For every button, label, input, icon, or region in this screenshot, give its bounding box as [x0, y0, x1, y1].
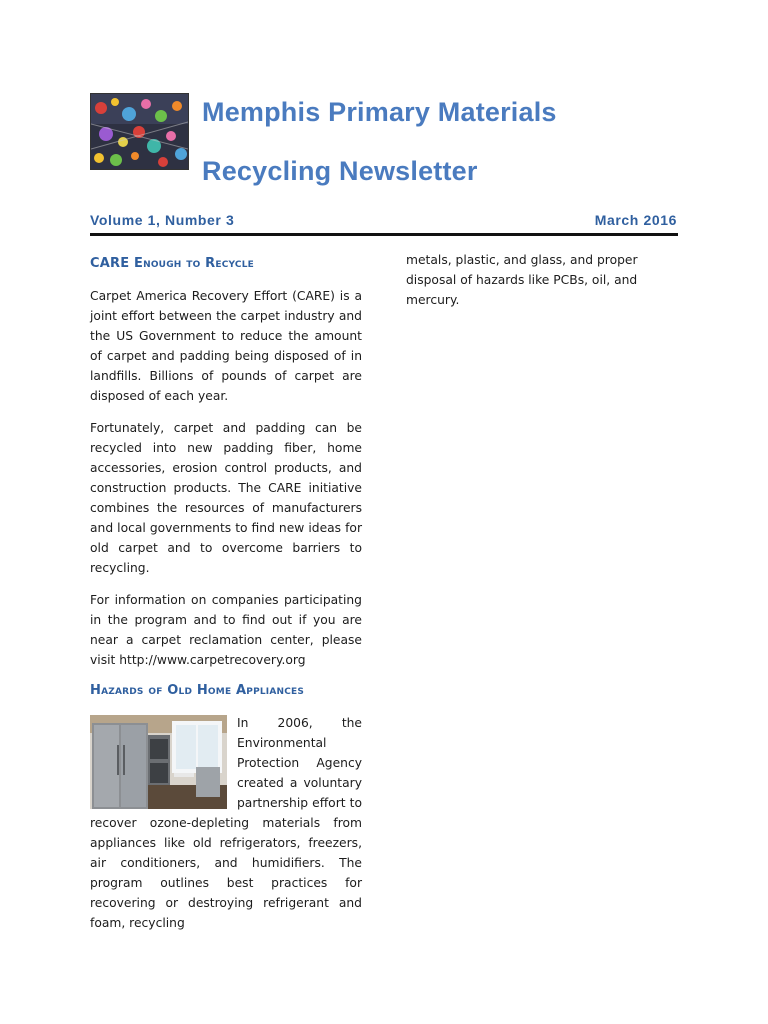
article-paragraph: Carpet America Recovery Effort (CARE) is a joint effort between the carpet industry and the US Government to reduce the amount of carpet and padding being disposed of in landfills. Billions of pounds of carpet are disposed of each year.	[90, 289, 362, 403]
newsletter-logo-image	[90, 93, 189, 170]
left-column	[90, 250, 362, 933]
article-paragraph: In 2006, the Environmental Protection Agency created a voluntary partnership effort to recover ozone-depleting materials from appliances like old refrigerators, freezers, air conditioners, and humidifiers. The program outlines best practices for recovering or destroying refrigerant and foam, recycling	[90, 716, 362, 930]
article-paragraph: Fortunately, carpet and padding can be recycled into new padding fiber, home accessories, erosion control products, and construction products. The CARE initiative combines the resources of manufacturers and local governments to find new ideas for old carpet and to overcome barriers to recycling.	[90, 421, 362, 575]
kitchen-appliances-photo	[90, 715, 227, 809]
header-divider	[90, 233, 678, 236]
article-paragraph-continued: metals, plastic, and glass, and proper disposal of hazards like PCBs, oil, and mercury.	[406, 253, 638, 307]
article-heading-care: CARE Enough to Recycle	[90, 256, 254, 271]
right-column	[406, 250, 678, 310]
article-heading-appliances: Hazards of Old Home Appliances	[90, 683, 305, 698]
article-paragraph: For information on companies participating in the program and to find out if you are near a carpet reclamation center, please visit http://www.carpetrecovery.org	[90, 593, 362, 667]
appliance-article-body	[90, 713, 362, 933]
issue-date: March 2016	[594, 212, 677, 228]
newsletter-title-line-1: Memphis Primary Materials	[202, 97, 557, 127]
volume-number: Volume 1, Number 3	[90, 212, 235, 228]
newsletter-title-line-2: Recycling Newsletter	[202, 156, 478, 186]
